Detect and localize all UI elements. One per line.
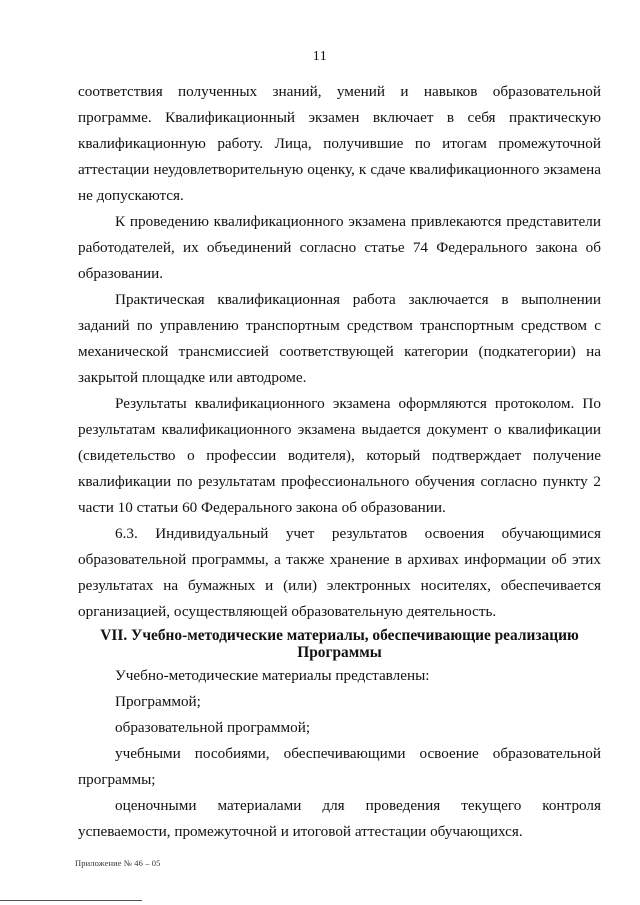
materials-intro: Учебно-методические материалы представлены: [115, 667, 430, 684]
paragraph-practical-work: Практическая квалификационная работа заключается в выполнении заданий по управлению транспортным средством транспортным средством с механической трансмиссией соответствующей категории (подкатегории) на закрытой площадке или автодроме. [78, 291, 601, 386]
paragraph-exam-results: Результаты квалификационного экзамена оформляются протоколом. По результатам квалификационного экзамена выдается документ о квалификации (свидетельство о профессии водителя), который подтверждает получение квалификации по результатам профессионального обучения согласно пункту 2 части 10 статьи 60 Федерального закона об образовании. [78, 395, 601, 516]
document-body [78, 79, 601, 845]
materials-item-educational-program: образовательной программой; [115, 719, 311, 736]
paragraph-individual-records: 6.3. Индивидуальный учет результатов освоения обучающимися образовательной программы, а также хранение в архивах информации об этих результатах на бумажных и (или) электронных носителях, обеспечивается организацией, осуществляющей образовательную деятельность. [78, 525, 601, 620]
materials-item-assessment: оценочными материалами для проведения текущего контроля успеваемости, промежуточной и итоговой аттестации обучающихся. [78, 797, 601, 840]
section-heading-line-1: VII. Учебно-методические материалы, обеспечивающие реализацию [100, 627, 579, 644]
bottom-rule [0, 900, 142, 901]
materials-item-program: Программой; [115, 693, 201, 710]
paragraph-employer-representatives: К проведению квалификационного экзамена привлекаются представители работодателей, их объединений согласно статье 74 Федерального закона об образовании. [78, 213, 601, 282]
page-number: 11 [312, 49, 328, 64]
paragraph-exam-content: соответствия полученных знаний, умений и навыков образовательной программе. Квалификационный экзамен включает в себя практическую квалификационную работу. Лица, получившие по итогам промежуточной аттестации неудовлетворительную оценку, к сдаче квалификационного экзамена не допускаются. [78, 83, 601, 204]
section-heading-line-2: Программы [297, 644, 382, 661]
section-heading [78, 625, 601, 663]
materials-item-textbooks: учебными пособиями, обеспечивающими освоение образовательной программы; [78, 745, 601, 788]
footer-note: Приложение № 46 – 05 [75, 858, 161, 868]
